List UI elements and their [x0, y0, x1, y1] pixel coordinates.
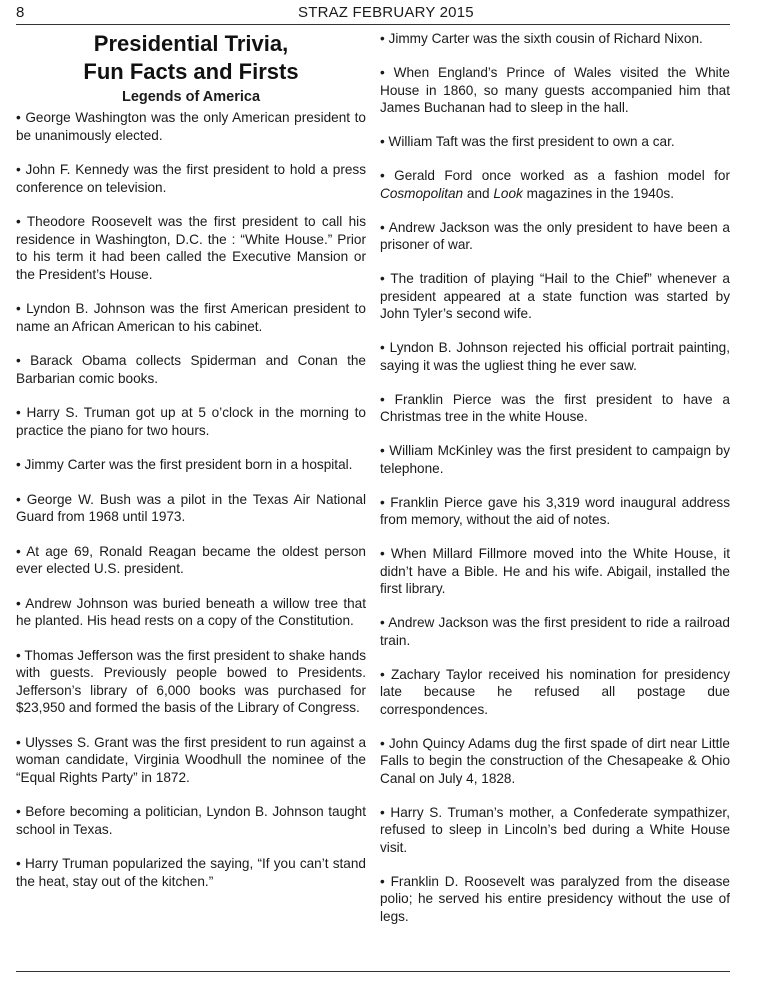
fact-item: • John F. Kennedy was the first president to hold a press conference on television. [16, 162, 366, 195]
fact-item: • William McKinley was the first president to campaign by telephone. [380, 443, 730, 476]
fact-item: • Franklin Pierce gave his 3,319 word inaugural address from memory, without the aid of notes. [380, 494, 730, 527]
fact-item: • Ulysses S. Grant was the first president to run against a woman candidate, Virginia Woodhull the nominee of the “Equal Rights Party” in 1872. [16, 734, 366, 785]
fact-item: • Jimmy Carter was the first president born in a hospital. [16, 457, 353, 472]
fact-item: • Harry S. Truman got up at 5 o’clock in the morning to practice the piano for two hours. [16, 405, 366, 438]
fact-item: • Andrew Jackson was the first president to ride a railroad train. [380, 615, 730, 648]
fact-item: • Harry S. Truman’s mother, a Confederate sympathizer, refused to sleep in Lincoln’s bed during a White House visit. [380, 804, 730, 855]
header-rule [16, 24, 730, 25]
fact-item: • Lyndon B. Johnson was the first American president to name an African American to his cabinet. [16, 301, 366, 334]
fact-item: • Before becoming a politician, Lyndon B. Johnson taught school in Texas. [16, 804, 366, 837]
fact-item: • George W. Bush was a pilot in the Texas Air National Guard from 1968 until 1973. [16, 491, 366, 524]
fact-item: • When England’s Prince of Wales visited the White House in 1860, so many guests accompanied him that James Buchanan had to sleep in the hall. [380, 65, 730, 115]
fact-item: • Andrew Johnson was buried beneath a willow tree that he planted. His head rests on a copy of the Constitution. [16, 595, 366, 628]
left-column [16, 30, 366, 907]
running-head: STRAZ FEBRUARY 2015 [298, 4, 474, 21]
fact-item: • When Millard Fillmore moved into the White House, it didn’t have a Bible. He and his wife. Abigail, installed the first library. [380, 546, 730, 596]
fact-item: • Gerald Ford once worked as a fashion model for Cosmopolitan and Look magazines in the 1940s. [380, 168, 730, 201]
article-title-block [16, 30, 366, 106]
footer-rule [16, 971, 730, 972]
fact-item: • Jimmy Carter was the sixth cousin of Richard Nixon. [380, 31, 703, 46]
fact-item: • George Washington was the only American president to be unanimously elected. [16, 110, 366, 143]
fact-item: • Theodore Roosevelt was the first president to call his residence in Washington, D.C. the : “White House.” Prior to his term it had been called the Executive Mansion or the President’s House. [16, 214, 366, 282]
fact-item: • Andrew Jackson was the only president to have been a prisoner of war. [380, 219, 730, 252]
fact-item: • Franklin D. Roosevelt was paralyzed from the disease polio; he served his entire presidency without the use of legs. [380, 873, 730, 924]
page-header [16, 4, 730, 26]
fact-item: • At age 69, Ronald Reagan became the oldest person ever elected U.S. president. [16, 543, 366, 576]
fact-item: • William Taft was the first president to own a car. [380, 134, 675, 149]
fact-item: • Thomas Jefferson was the first president to shake hands with guests. Previously people bowed to Presidents. Jefferson’s library of 6,000 books was purchased for $23,950 and formed the basis of the Library of Congress. [16, 647, 366, 715]
article-title-line-2: Fun Facts and Firsts [83, 59, 299, 84]
right-column [380, 30, 730, 942]
fact-item: • The tradition of playing “Hail to the Chief” whenever a president appeared at a state function was started by John Tyler’s second wife. [380, 271, 730, 321]
fact-item: • Barack Obama collects Spiderman and Conan the Barbarian comic books. [16, 353, 366, 386]
page-number: 8 [16, 4, 25, 21]
article-title-line-1: Presidential Trivia, [93, 31, 289, 56]
fact-item: • John Quincy Adams dug the first spade of dirt near Little Falls to begin the construction of the Chesapeake & Ohio Canal on July 4, 1828. [380, 735, 730, 786]
fact-item: • Harry Truman popularized the saying, “If you can’t stand the heat, stay out of the kitchen.” [16, 856, 366, 889]
fact-item: • Franklin Pierce was the first president to have a Christmas tree in the white House. [380, 391, 730, 424]
fact-item: • Zachary Taylor received his nomination for presidency late because he refused all postage due correspondences. [380, 666, 730, 717]
fact-item: • Lyndon B. Johnson rejected his official portrait painting, saying it was the ugliest thing he ever saw. [380, 340, 730, 373]
article-subtitle: Legends of America [121, 89, 261, 105]
